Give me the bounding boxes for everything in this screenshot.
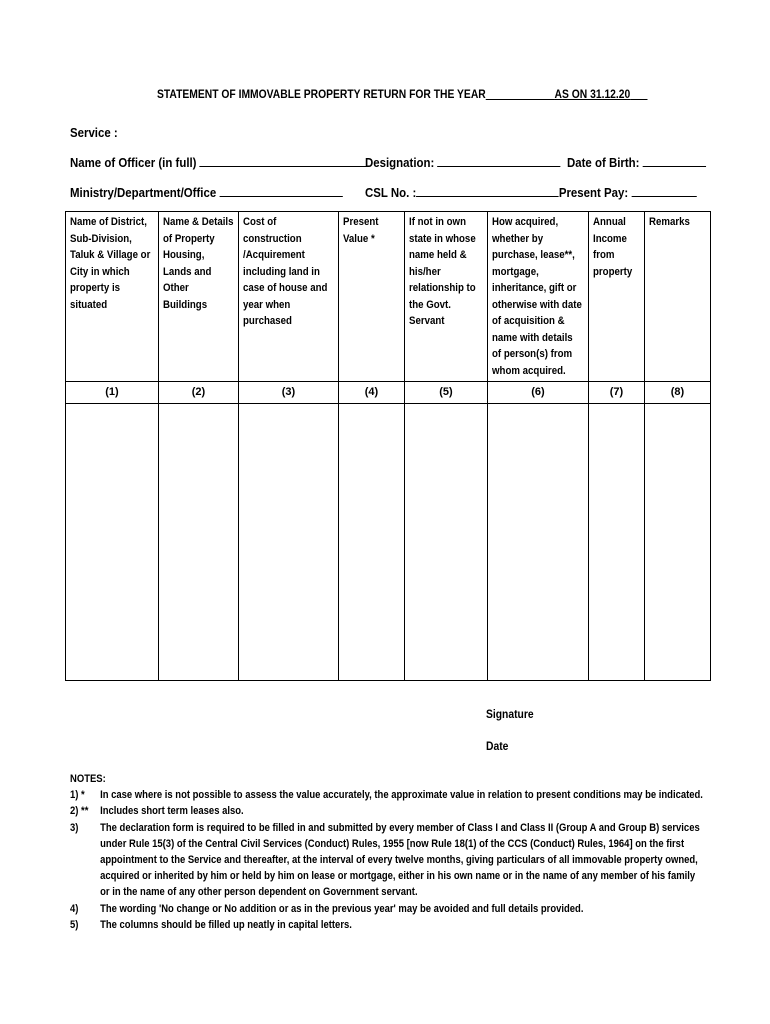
signature-label: Signature [486,707,534,721]
title-main: STATEMENT OF IMMOVABLE PROPERTY RETURN FOR THE YEAR [157,87,486,101]
entry-cell-whose-name[interactable] [405,403,488,680]
note-item [70,917,703,933]
csl-line [365,184,696,200]
column-number: (2) [159,382,239,404]
note-number: 2) ** [70,805,89,818]
form-title [157,87,647,101]
column-number: (6) [488,382,589,404]
note-text: The declaration form is required to be filled in and submitted by every member of Class I and Class II (Group A and Group B) services under Rule 15(3) of the Central Civil Services (Conduct) Rules, 1955 [now Rule 18(1) of the CCS (Conduct) Rules, 1964] on the first appointment to the Service and thereafter, at the interval of every twelve months, giving particulars of all immovable property owned, acquired or inherited by him or held by him on lease or mortgage, either in his own name or in the name of any member of his family or in the name of any other person dependent on Government servant. [100,821,700,899]
table-entry-row[interactable] [66,403,711,680]
csl-field[interactable] [416,184,559,197]
designation-field[interactable] [437,154,560,167]
ministry-label: Ministry/Department/Office [70,185,217,200]
note-text: The columns should be filled up neatly in capital letters. [100,918,352,931]
note-text: In case where is not possible to assess the value accurately, the approximate value in relation to present conditions may be indicated. [100,789,703,802]
date-label: Date [486,739,509,753]
title-year-blank[interactable] [486,87,555,101]
title-as-on-blank[interactable] [630,87,647,101]
dob-label: Date of Birth: [567,155,640,170]
column-number: (3) [239,382,339,404]
header-cell-property-details: Name & Details of Property Housing, Lands and Other Buildings [159,212,239,382]
note-text: The wording 'No change or No addition or as in the previous year' may be avoided and full details provided. [100,902,584,915]
entry-cell-remarks[interactable] [645,403,711,680]
entry-cell-present-value[interactable] [339,403,405,680]
header-cell-remarks: Remarks [645,212,711,382]
column-number: (5) [405,382,488,404]
officer-name-line [70,154,367,170]
note-text: Includes short term leases also. [100,805,244,818]
note-item [70,901,703,917]
table-header-row [66,212,711,382]
officer-name-label: Name of Officer (in full) [70,155,197,170]
entry-cell-annual-income[interactable] [589,403,645,680]
dob-line [567,154,706,170]
ministry-line [70,184,343,200]
note-item [70,787,703,803]
notes-heading: NOTES: [70,773,106,785]
property-table [65,211,711,681]
table-number-row [66,382,711,404]
header-cell-present-value: Present Value * [339,212,405,382]
column-number: (4) [339,382,405,404]
notes-section [70,771,720,933]
note-item [70,820,703,901]
note-number: 5) [70,918,79,931]
service-line [70,125,118,140]
note-number: 4) [70,902,79,915]
csl-label: CSL No. : [365,185,417,200]
entry-cell-cost[interactable] [239,403,339,680]
note-number: 3) [70,821,79,834]
ministry-field[interactable] [219,184,342,197]
note-item [70,803,703,819]
column-number: (1) [66,382,159,404]
present-pay-label: Present Pay: [558,185,629,200]
present-pay-field[interactable] [631,184,696,197]
designation-label: Designation: [365,155,435,170]
entry-cell-how-acquired[interactable] [488,403,589,680]
service-label: Service : [70,125,118,140]
header-cell-district: Name of District, Sub-Division, Taluk & Village or City in which property is situated [66,212,159,382]
header-cell-how-acquired: How acquired, whether by purchase, lease**, mortgage, inheritance, gift or otherwise with date of acquisition & name with details of person(s) from whom acquired. [488,212,589,382]
column-number: (7) [589,382,645,404]
dob-field[interactable] [643,154,706,167]
column-number: (8) [645,382,711,404]
title-as-on: AS ON 31.12.20 [554,87,631,101]
note-number: 1) * [70,789,85,802]
header-cell-annual-income: Annual Income from property [589,212,645,382]
header-cell-cost: Cost of construction /Acquirement including land in case of house and year when purchased [239,212,339,382]
officer-name-field[interactable] [200,154,367,167]
header-cell-whose-name: If not in own state in whose name held & his/her relationship to the Govt. Servant [405,212,488,382]
entry-cell-district[interactable] [66,403,159,680]
designation-line [365,154,561,170]
entry-cell-property-details[interactable] [159,403,239,680]
